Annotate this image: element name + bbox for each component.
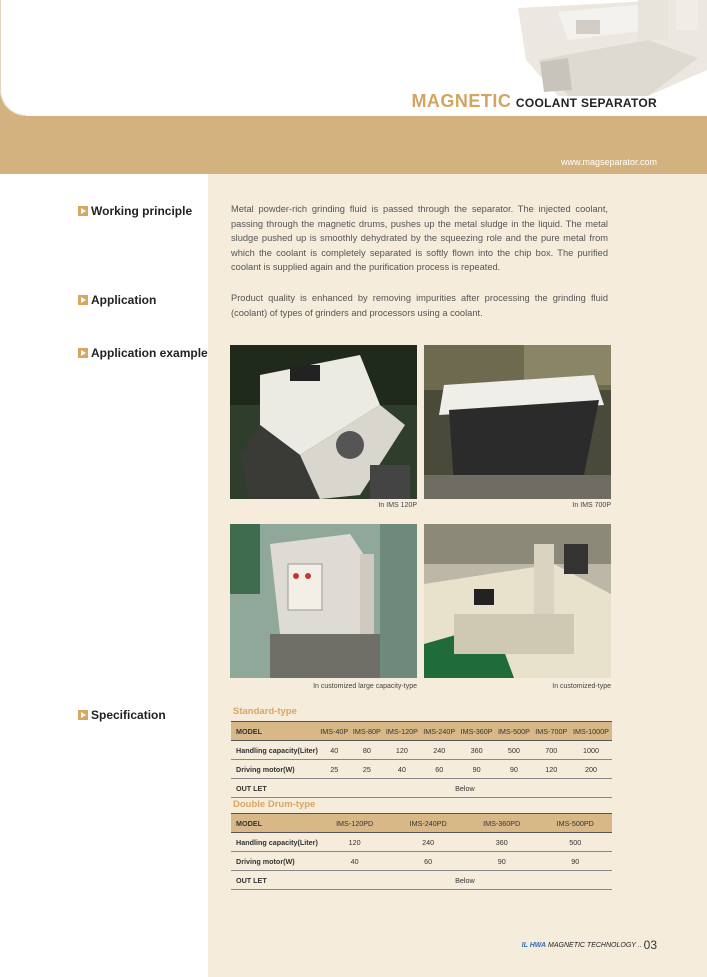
table-cell: 360 — [465, 833, 539, 852]
table-cell: MODEL — [231, 722, 318, 741]
double-drum-spec-table — [231, 813, 612, 890]
table-cell: Below — [318, 871, 612, 890]
table-cell: 25 — [318, 760, 351, 779]
table-cell: IMS-120PD — [318, 814, 392, 833]
standard-spec-table — [231, 721, 612, 798]
page-footer — [522, 938, 657, 952]
table-cell: 500 — [538, 833, 612, 852]
table-header-row — [231, 722, 612, 741]
caption-ims-700p: In IMS 700P — [572, 502, 611, 509]
table-cell: OUT LET — [231, 779, 318, 798]
heading-application-example — [78, 346, 208, 360]
table-cell: 120 — [533, 760, 570, 779]
table-cell: 60 — [421, 760, 458, 779]
table-cell: 90 — [495, 760, 532, 779]
table-row — [231, 852, 612, 871]
table-cell: 1000 — [570, 741, 612, 760]
footer-text: MAGNETIC TECHNOLOGY .. — [548, 941, 642, 949]
table-cell: 360 — [458, 741, 495, 760]
table-cell: 90 — [458, 760, 495, 779]
table-cell: IMS-240P — [421, 722, 458, 741]
table-cell: 90 — [465, 852, 539, 871]
page-number: 03 — [643, 938, 657, 952]
table-cell: 700 — [533, 741, 570, 760]
footer-brand: IL HWA — [521, 941, 547, 949]
table-cell: 120 — [318, 833, 392, 852]
arrow-bullet-icon — [78, 348, 88, 358]
table-cell: IMS-80P — [351, 722, 384, 741]
heading-application — [78, 293, 156, 307]
working-principle-text: Metal powder-rich grinding fluid is passed through the separator. The injected coolant, passing through the magnetic drums, pushes up the metal sludge in the liquid. The metal sludge pushed up is smoothly dehydrated by the squeezing role and the pure metal from which the coolant is completely separated is softly flown into the chip box. The purified coolant is supplied again and the purification process is repeated. — [231, 204, 608, 272]
table-cell: 500 — [495, 741, 532, 760]
arrow-bullet-icon — [78, 295, 88, 305]
table-cell: IMS-360P — [458, 722, 495, 741]
caption-ims-120p: In IMS 120P — [378, 502, 417, 509]
table-cell: 240 — [421, 741, 458, 760]
caption-customized-large-capacity: In customized large capacity-type — [313, 683, 417, 690]
heading-application-text: Application — [91, 293, 157, 307]
photo-customized-type — [424, 524, 611, 678]
application-text: Product quality is enhanced by removing impurities after processing the grinding fluid (coolant) of types of grinders and processors using a coolant. — [231, 293, 608, 318]
table-cell: IMS-120P — [383, 722, 420, 741]
table-cell: IMS-700P — [533, 722, 570, 741]
heading-application-example-text: Application example — [91, 346, 208, 360]
table-cell: IMS-360PD — [465, 814, 539, 833]
table-cell: IMS-500PD — [538, 814, 612, 833]
table-row — [231, 741, 612, 760]
table-cell: 240 — [391, 833, 465, 852]
photo-customized-large-capacity — [230, 524, 417, 678]
table-cell: IMS-40P — [318, 722, 351, 741]
table-cell: Handling capacity(Liter) — [231, 833, 318, 852]
table-cell: 80 — [351, 741, 384, 760]
arrow-bullet-icon — [78, 206, 88, 216]
table-cell: IMS-240PD — [391, 814, 465, 833]
website-url[interactable]: www.magseparator.com — [560, 157, 657, 167]
table-cell: 40 — [383, 760, 420, 779]
double-drum-type-title: Double Drum-type — [233, 799, 316, 810]
table-cell: OUT LET — [231, 871, 318, 890]
table-row — [231, 833, 612, 852]
table-cell: 120 — [383, 741, 420, 760]
table-cell: IMS-500P — [495, 722, 532, 741]
heading-specification — [78, 708, 166, 722]
caption-customized-type: In customized-type — [552, 683, 611, 690]
table-row — [231, 871, 612, 890]
header-card-frame — [0, 0, 26, 116]
table-cell: 40 — [318, 741, 351, 760]
heading-working-principle-text: Working principle — [91, 204, 193, 218]
title-coolant-separator: COOLANT SEPARATOR — [515, 96, 657, 110]
table-cell: Below — [318, 779, 612, 798]
heading-working-principle — [78, 204, 192, 218]
table-cell: IMS-1000P — [570, 722, 612, 741]
table-cell: MODEL — [231, 814, 318, 833]
table-cell: Driving motor(W) — [231, 760, 318, 779]
table-row — [231, 779, 612, 798]
page-title — [411, 92, 657, 111]
table-cell: Driving motor(W) — [231, 852, 318, 871]
table-cell: 90 — [538, 852, 612, 871]
table-cell: Handling capacity(Liter) — [231, 741, 318, 760]
header-product-image — [498, 0, 707, 96]
table-cell: 40 — [318, 852, 392, 871]
table-header-row — [231, 814, 612, 833]
table-cell: 25 — [351, 760, 384, 779]
table-cell: 200 — [570, 760, 612, 779]
photo-ims-120p — [230, 345, 417, 499]
standard-type-title: Standard-type — [233, 706, 297, 717]
photo-ims-700p — [424, 345, 611, 499]
table-cell: 60 — [391, 852, 465, 871]
arrow-bullet-icon — [78, 710, 88, 720]
heading-specification-text: Specification — [91, 708, 166, 722]
table-row — [231, 760, 612, 779]
title-magnetic: MAGNETIC — [411, 91, 512, 111]
